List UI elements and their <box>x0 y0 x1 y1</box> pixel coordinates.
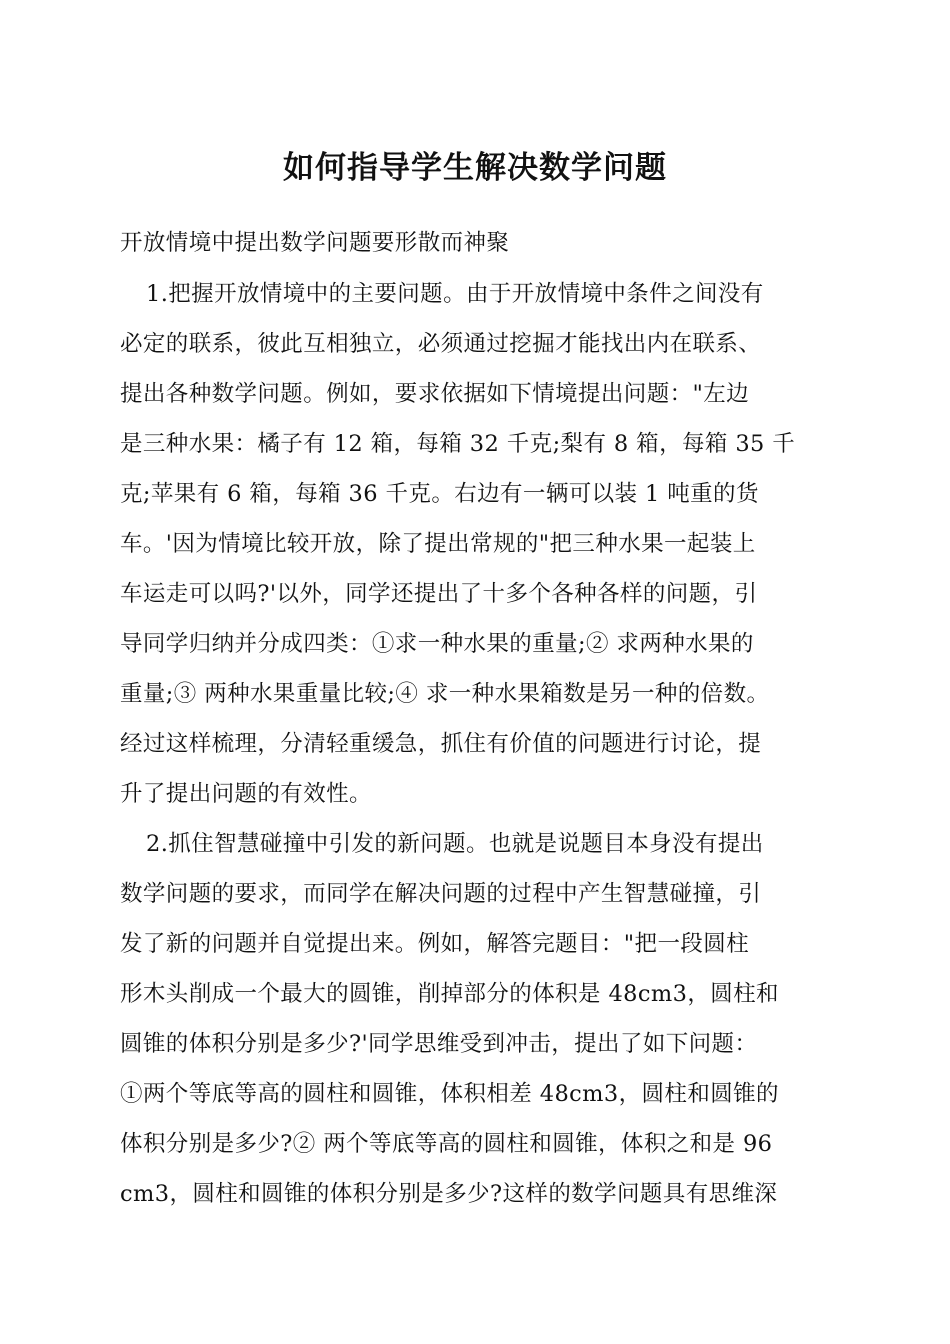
document-title: 如何指导学生解决数学问题 <box>283 150 667 186</box>
paragraph1-line: 升了提出问题的有效性。 <box>120 781 372 807</box>
paragraph1-line: 提出各种数学问题。例如，要求依据如下情境提出问题："左边 <box>120 381 750 407</box>
paragraph1-line: 车运走可以吗?'以外，同学还提出了十多个各种各样的问题，引 <box>120 581 758 607</box>
paragraph1-line: 重量;③ 两种水果重量比较;④ 求一种水果箱数是另一种的倍数。 <box>120 681 770 707</box>
paragraph1-line: 必定的联系，彼此互相独立，必须通过挖掘才能找出内在联系、 <box>120 331 762 357</box>
paragraph2-line: 发了新的问题并自觉提出来。例如，解答完题目："把一段圆柱 <box>120 931 750 957</box>
paragraph1-line: 经过这样梳理，分清轻重缓急，抓住有价值的问题进行讨论，提 <box>120 731 762 757</box>
paragraph2-line: 体积分别是多少?② 两个等底等高的圆柱和圆锥，体积之和是 96 <box>120 1131 773 1157</box>
paragraph2-line: 形木头削成一个最大的圆锥，削掉部分的体积是 48cm3，圆柱和 <box>120 981 779 1007</box>
paragraph1-line: 导同学归纳并分成四类：①求一种水果的重量;② 求两种水果的 <box>120 631 754 657</box>
paragraph2-line: ①两个等底等高的圆柱和圆锥，体积相差 48cm3，圆柱和圆锥的 <box>120 1081 779 1107</box>
paragraph1-line: 1.把握开放情境中的主要问题。由于开放情境中条件之间没有 <box>146 281 764 307</box>
paragraph1-line: 车。'因为情境比较开放，除了提出常规的"把三种水果一起装上 <box>120 531 756 557</box>
section-heading: 开放情境中提出数学问题要形散而神聚 <box>120 230 510 256</box>
paragraph2-line: 圆锥的体积分别是多少?'同学思维受到冲击，提出了如下问题： <box>120 1031 758 1057</box>
paragraph2-line: 2.抓住智慧碰撞中引发的新问题。也就是说题目本身没有提出 <box>146 831 764 857</box>
paragraph1-line: 是三种水果：橘子有 12 箱，每箱 32 千克;梨有 8 箱，每箱 35 千 <box>120 431 796 457</box>
paragraph2-line: cm3，圆柱和圆锥的体积分别是多少?这样的数学问题具有思维深 <box>120 1181 778 1207</box>
paragraph2-line: 数学问题的要求，而同学在解决问题的过程中产生智慧碰撞，引 <box>120 881 762 907</box>
paragraph1-line: 克;苹果有 6 箱，每箱 36 千克。右边有一辆可以装 1 吨重的货 <box>120 481 759 507</box>
